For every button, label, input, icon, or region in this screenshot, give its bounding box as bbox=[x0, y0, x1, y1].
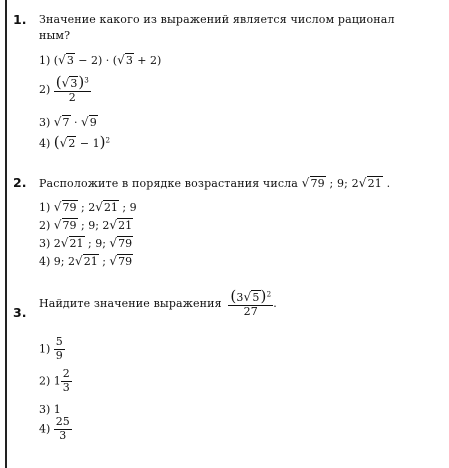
q2-option-4[interactable]: 4) 9; 2√21 ; √79 bbox=[39, 254, 133, 268]
question-2-text: Расположите в порядке возрастания числа √79 ; 9; 2√21 . bbox=[39, 176, 391, 190]
question-1-text-line2: ным? bbox=[39, 29, 71, 42]
question-2-number: 2. bbox=[13, 175, 27, 190]
q2-option-2[interactable]: 2) √79 ; 9; 2√21 bbox=[39, 218, 133, 232]
q3-option-3[interactable]: 3) 1 bbox=[39, 403, 61, 416]
question-1-number: 1. bbox=[13, 12, 27, 27]
q3-option-4[interactable]: 4) $\frac{25}{3}$ bbox=[39, 415, 70, 442]
question-3-text: Найдите значение выражения $\frac{(3√5)^2}{27}$ . bbox=[39, 287, 277, 319]
question-1-text-line1: Значение какого из выражений является числом рационал bbox=[39, 13, 395, 26]
question-3-number: 3. bbox=[13, 305, 27, 320]
q1-option-4[interactable]: 4) $(√2 - 1)^2$ bbox=[39, 133, 110, 151]
q3-option-2[interactable]: 2) 1 $\frac{2}{3}$ bbox=[39, 367, 70, 394]
q3-option-1[interactable]: 1) $\frac{5}{9}$ bbox=[39, 335, 63, 362]
q1-option-1[interactable]: 1) (√3 − 2) · (√3 + 2) bbox=[39, 53, 162, 67]
margin-line bbox=[5, 0, 7, 468]
q1-option-2[interactable]: 2) $\frac{(√3)^3}{2}$ bbox=[39, 73, 89, 105]
q1-option-3[interactable]: 3) √7 · √9 bbox=[39, 115, 97, 129]
q2-option-3[interactable]: 3) 2√21 ; 9; √79 bbox=[39, 236, 133, 250]
q2-option-1[interactable]: 1) √79 ; 2√21 ; 9 bbox=[39, 200, 137, 214]
